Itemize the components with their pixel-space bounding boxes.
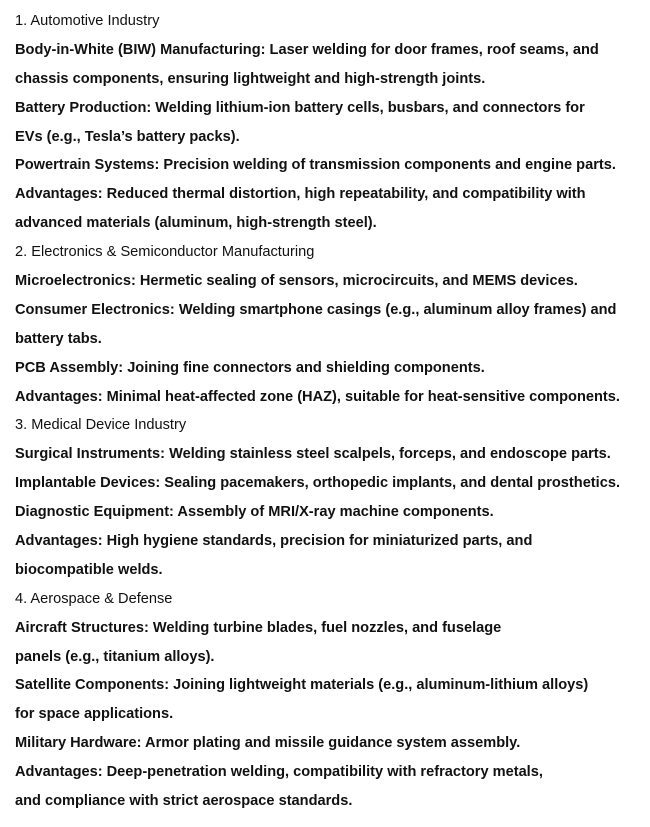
section-heading-aerospace: 4. Aerospace & Defense [15, 590, 173, 607]
text-line: Microelectronics: Hermetic sealing of sensors, microcircuits, and MEMS devices. [15, 273, 578, 290]
section-heading-medical: 3. Medical Device Industry [15, 417, 187, 434]
section-heading-automotive: 1. Automotive Industry [15, 13, 160, 29]
text-line: Advantages: Minimal heat-affected zone (HAZ), suitable for heat-sensitive components. [15, 388, 620, 405]
text-line: biocompatible welds. [15, 561, 163, 578]
text-line: for space applications. [15, 706, 174, 723]
section-heading-electronics: 2. Electronics & Semiconductor Manufacturing [15, 244, 315, 261]
text-line: Advantages: Deep-penetration welding, compatibility with refractory metals, [15, 764, 543, 781]
text-line: Diagnostic Equipment: Assembly of MRI/X-ray machine components. [15, 504, 494, 521]
text-line: battery tabs. [15, 330, 102, 347]
text-line: Body-in-White (BIW) Manufacturing: Laser welding for door frames, roof seams, and [15, 41, 599, 58]
text-line: Military Hardware: Armor plating and missile guidance system assembly. [15, 735, 521, 752]
document-body [15, 7, 645, 816]
text-line: PCB Assembly: Joining fine connectors and shielding components. [15, 359, 485, 376]
text-line: chassis components, ensuring lightweight and high-strength joints. [15, 70, 486, 87]
text-line: and compliance with strict aerospace standards. [15, 793, 353, 810]
text-line: Surgical Instruments: Welding stainless steel scalpels, forceps, and endoscope parts. [15, 446, 611, 463]
text-line: Consumer Electronics: Welding smartphone casings (e.g., aluminum alloy frames) and [15, 301, 617, 318]
text-line: EVs (e.g., Tesla’s battery packs). [15, 128, 240, 145]
text-line: Aircraft Structures: Welding turbine blades, fuel nozzles, and fuselage [15, 619, 502, 636]
text-line: Advantages: High hygiene standards, precision for miniaturized parts, and [15, 533, 533, 550]
text-line: advanced materials (aluminum, high-strength steel). [15, 215, 377, 232]
text-line: Battery Production: Welding lithium-ion battery cells, busbars, and connectors for [15, 99, 585, 116]
text-line: Satellite Components: Joining lightweight materials (e.g., aluminum-lithium alloys) [15, 677, 589, 694]
text-line: Powertrain Systems: Precision welding of transmission components and engine parts. [15, 157, 616, 174]
text-line: Implantable Devices: Sealing pacemakers, orthopedic implants, and dental prosthetics. [15, 475, 621, 492]
text-line: Advantages: Reduced thermal distortion, high repeatability, and compatibility with [15, 186, 586, 203]
text-line: panels (e.g., titanium alloys). [15, 648, 215, 665]
